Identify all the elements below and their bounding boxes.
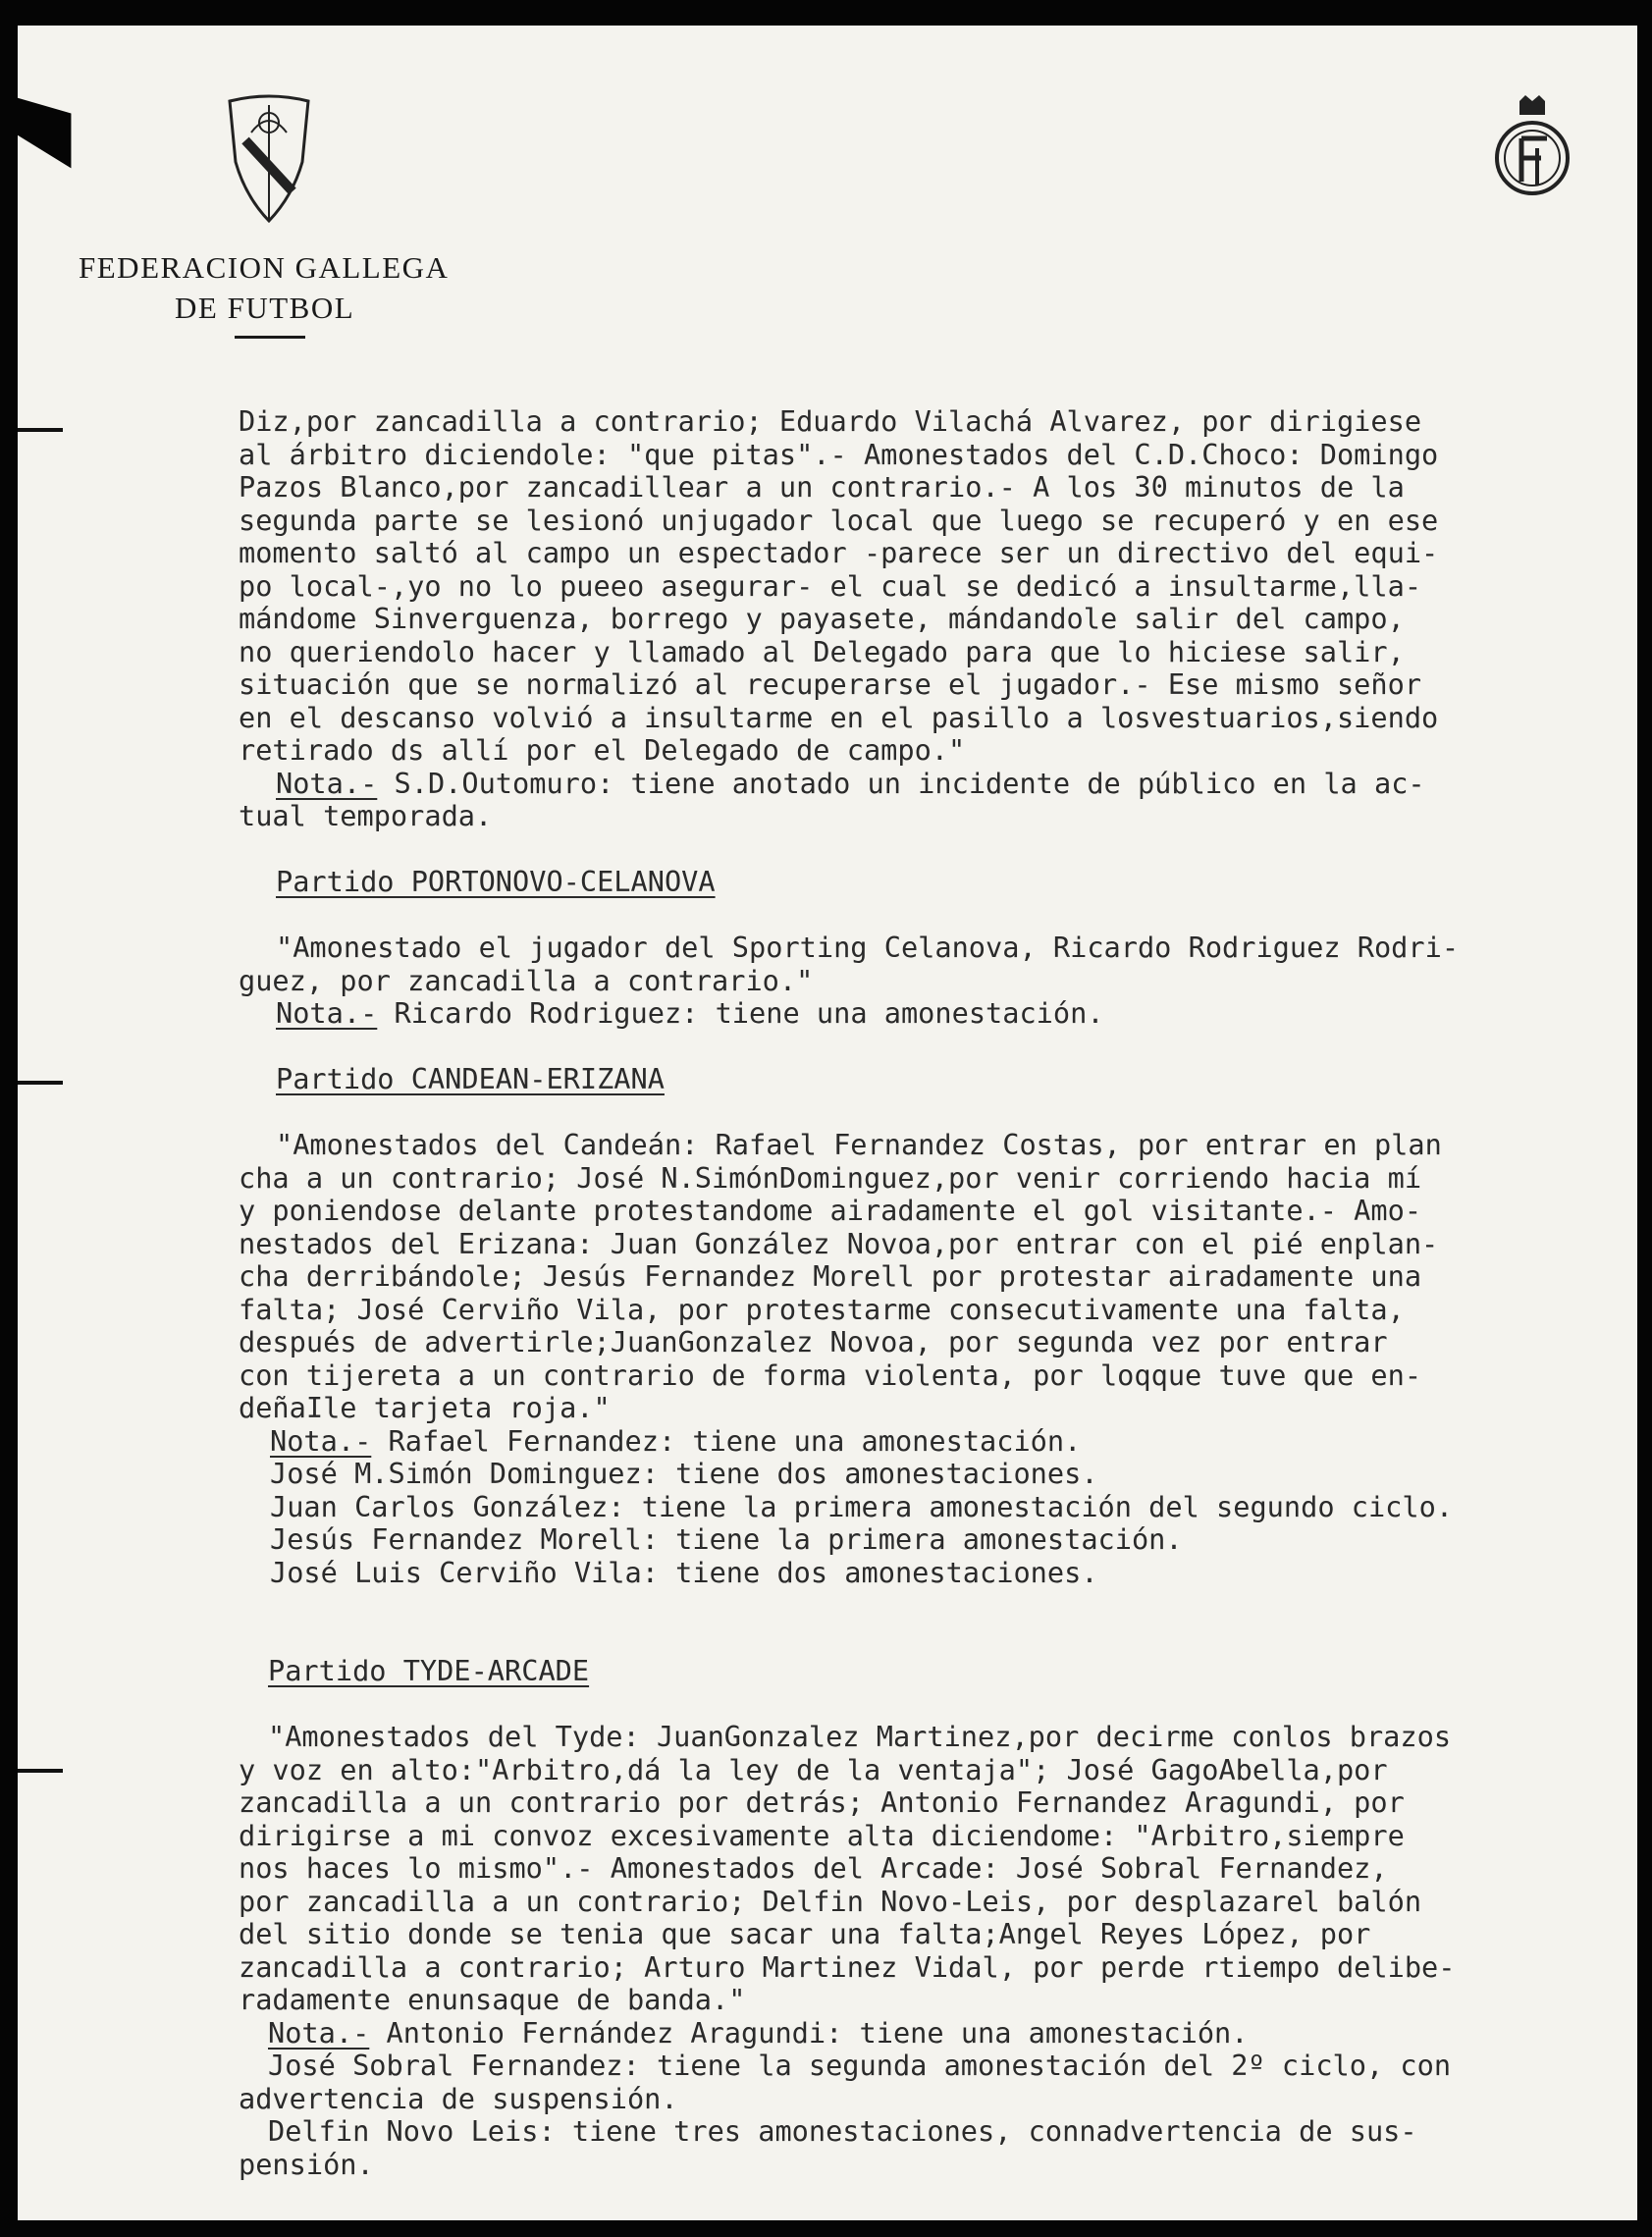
text-line: tual temporada. bbox=[239, 799, 493, 832]
text-line bbox=[239, 2017, 1642, 2051]
text-line: con tijereta a un contrario de forma violenta, por loqque tuve que en- bbox=[239, 1358, 1422, 1392]
text-line: Diz,por zancadilla a contrario; Eduardo Vilachá Alvarez, por dirigiese bbox=[239, 404, 1422, 438]
header-line-1: FEDERACION GALLEGA bbox=[79, 250, 450, 285]
punch-mark bbox=[18, 428, 63, 432]
blank-line bbox=[239, 1589, 1642, 1623]
text-line: al árbitro diciendole: "que pitas".- Amonestados del C.D.Choco: Domingo bbox=[239, 437, 1439, 471]
text-line: Juan Carlos González: tiene la primera amonestación del segundo ciclo. bbox=[270, 1489, 1454, 1523]
text-line: nestados del Erizana: Juan González Novoa,por entrar con el pié enplan- bbox=[239, 1226, 1439, 1260]
text-line: del sitio donde se tenia que sacar una falta;Angel Reyes López, por bbox=[239, 1917, 1371, 1950]
text-line: deñaIle tarjeta roja." bbox=[239, 1391, 611, 1424]
text-line bbox=[239, 1425, 1642, 1459]
text-line: cha a un contrario; José N.SimónDominguez,por venir corriendo hacia mí bbox=[239, 1160, 1422, 1195]
blank-line bbox=[239, 899, 1642, 932]
text-line: situación que se normalizó al recuperarse el jugador.- Ese mismo señor bbox=[239, 667, 1422, 701]
blank-line bbox=[239, 833, 1642, 867]
text-line: dirigirse a mi convoz excesivamente alta diciendome: "Arbitro,siempre bbox=[239, 1818, 1405, 1852]
text-line: por zancadilla a un contrario; Delfin Novo-Leis, por desplazarel balón bbox=[239, 1884, 1422, 1918]
text-line bbox=[239, 768, 1642, 801]
text-line: pensión. bbox=[239, 2147, 374, 2181]
note-text: Antonio Fernández Aragundi: tiene una amonestación. bbox=[369, 2015, 1249, 2050]
blank-line bbox=[239, 1623, 1642, 1656]
text-line: en el descanso volvió a insultarme en el pasillo a losvestuarios,siendo bbox=[239, 700, 1439, 734]
text-line: falta; José Cerviño Vila, por protestarme consecutivamente una falta, bbox=[239, 1292, 1405, 1326]
text-line: segunda parte se lesionó unjugador local que luego se recuperó y en ese bbox=[239, 503, 1439, 537]
text-line bbox=[239, 997, 1642, 1031]
text-line: radamente enunsaque de banda." bbox=[239, 1983, 746, 2016]
blank-line bbox=[239, 1688, 1642, 1722]
note-label: Nota.- bbox=[268, 2015, 370, 2050]
text-line: mándome Sinverguenza, borrego y payasete, mándandole salir del campo, bbox=[239, 602, 1405, 635]
text-line: "Amonestados del Tyde: JuanGonzalez Martinez,por decirme conlos brazos bbox=[268, 1720, 1452, 1753]
note-label: Nota.- bbox=[276, 766, 378, 800]
text-line: no queriendolo hacer y llamado al Delegado para que lo hiciese salir, bbox=[239, 634, 1405, 668]
text-line: Jesús Fernandez Morell: tiene la primera amonestación. bbox=[270, 1522, 1183, 1556]
text-line: "Amonestados del Candeán: Rafael Fernandez Costas, por entrar en plan bbox=[276, 1128, 1442, 1161]
header-divider bbox=[235, 336, 305, 339]
blank-line bbox=[239, 1031, 1642, 1064]
text-line: nos haces lo mismo".- Amonestados del Arcade: José Sobral Fernandez, bbox=[239, 1851, 1388, 1885]
text-line: po local-,yo no lo pueeo asegurar- el cual se dedicó a insultarme,lla- bbox=[239, 568, 1422, 603]
text-line: José Luis Cerviño Vila: tiene dos amonestaciones. bbox=[270, 1555, 1098, 1589]
text-line: retirado ds allí por el Delegado de campo." bbox=[239, 733, 966, 767]
text-line: zancadilla a contrario; Arturo Martinez Vidal, por perde rtiempo delibe- bbox=[239, 1949, 1456, 1984]
note-text: Ricardo Rodriguez: tiene una amonestación. bbox=[377, 996, 1104, 1030]
blank-line bbox=[239, 1096, 1642, 1130]
text-line: después de advertirle;JuanGonzalez Novoa, por segunda vez por entrar bbox=[239, 1325, 1388, 1358]
punch-mark bbox=[18, 1769, 63, 1773]
header-line-2: DE FUTBOL bbox=[175, 291, 355, 325]
text-line: José Sobral Fernandez: tiene la segunda amonestación del 2º ciclo, con bbox=[268, 2049, 1452, 2082]
text-line: guez, por zancadilla a contrario." bbox=[239, 963, 814, 997]
text-line: y voz en alto:"Arbitro,dá la ley de la ventaja"; José GagoAbella,por bbox=[239, 1752, 1388, 1786]
note-label: Nota.- bbox=[270, 1423, 372, 1458]
federation-shield-logo bbox=[224, 93, 314, 226]
match-heading: Partido TYDE-ARCADE bbox=[268, 1654, 590, 1687]
text-line: zancadilla a un contrario por detrás; Antonio Fernandez Aragundi, por bbox=[239, 1785, 1405, 1819]
punch-mark bbox=[18, 1081, 63, 1085]
match-heading: Partido CANDEAN-ERIZANA bbox=[276, 1062, 665, 1095]
match-heading: Partido PORTONOVO-CELANOVA bbox=[276, 865, 716, 898]
text-line: "Amonestado el jugador del Sporting Celanova, Ricardo Rodriguez Rodri- bbox=[276, 931, 1460, 964]
text-line: Pazos Blanco,por zancadillear a un contrario.- A los 30 minutos de la bbox=[239, 470, 1405, 504]
text-line: José M.Simón Dominguez: tiene dos amonestaciones. bbox=[270, 1457, 1098, 1490]
note-text: Rafael Fernandez: tiene una amonestación. bbox=[371, 1423, 1082, 1458]
federation-header bbox=[79, 247, 449, 328]
note-text: S.D.Outomuro: tiene anotado un incidente de público en la ac- bbox=[377, 766, 1425, 800]
text-line: y poniendose delante protestandome airadamente el gol visitante.- Amo- bbox=[239, 1194, 1422, 1227]
text-line: advertencia de suspensión. bbox=[239, 2081, 678, 2115]
rfef-crest-logo bbox=[1492, 93, 1572, 206]
text-line: momento saltó al campo un espectador -parece ser un directivo del equi- bbox=[239, 536, 1439, 569]
note-label: Nota.- bbox=[276, 996, 378, 1030]
text-line: cha derribándole; Jesús Fernandez Morell por protestar airadamente una bbox=[239, 1259, 1422, 1293]
text-line: Delfin Novo Leis: tiene tres amonestaciones, connadvertencia de sus- bbox=[268, 2114, 1417, 2148]
document-body bbox=[239, 405, 1642, 2181]
